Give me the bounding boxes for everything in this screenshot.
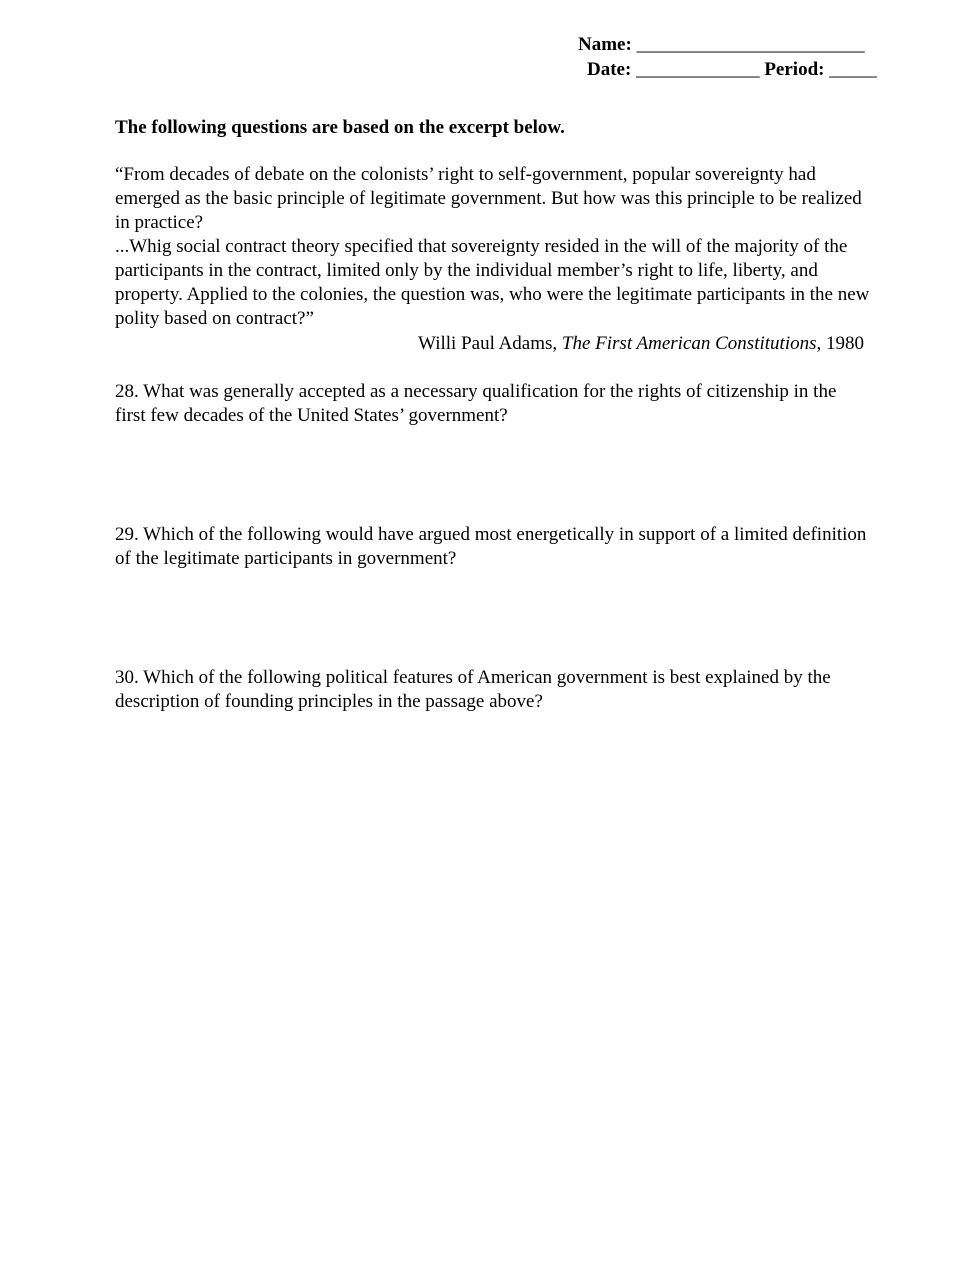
period-label: Period: — [764, 59, 825, 80]
question-30-text: Which of the following political features of American government is best explained by the description of founding principles in the passage above? — [115, 667, 831, 712]
date-period-row — [587, 58, 877, 82]
attribution-line — [115, 332, 864, 356]
instruction-text: The following questions are based on the excerpt below. — [115, 117, 565, 138]
attribution-author: Willi Paul Adams, — [418, 333, 562, 354]
date-blank-line: _____________ — [636, 59, 760, 80]
date-label: Date: — [587, 59, 632, 80]
excerpt-paragraph-1: “From decades of debate on the colonists’ right to self-government, popular sovereignty had emerged as the basic principle of legitimate government. But how was this principle to be realized in practice? — [115, 164, 862, 233]
question-29 — [115, 523, 870, 571]
question-30 — [115, 666, 870, 714]
name-label: Name: — [578, 34, 632, 55]
question-28-text: What was generally accepted as a necessary qualification for the rights of citizenship in the first few decades of the United States’ government? — [115, 381, 837, 426]
question-30-number: 30. — [115, 667, 139, 688]
excerpt-paragraph-2: ...Whig social contract theory specified that sovereignty resided in the will of the majority of the participants in the contract, limited only by the individual member’s right to life, liberty, and property. Applied to the colonies, the question was, who were the legitimate participants in the new polity based on contract?” — [115, 236, 870, 329]
question-28 — [115, 380, 870, 428]
name-blank-line: ________________________ — [636, 34, 865, 55]
excerpt-block — [115, 163, 870, 331]
question-29-number: 29. — [115, 524, 139, 545]
question-29-text: Which of the following would have argued most energetically in support of a limited definition of the legitimate participants in government? — [115, 524, 867, 569]
question-28-number: 28. — [115, 381, 139, 402]
name-row — [578, 33, 865, 57]
attribution-year: , 1980 — [816, 333, 864, 354]
period-blank-line: _____ — [829, 59, 877, 80]
attribution-work-title: The First American Constitutions — [561, 333, 817, 354]
